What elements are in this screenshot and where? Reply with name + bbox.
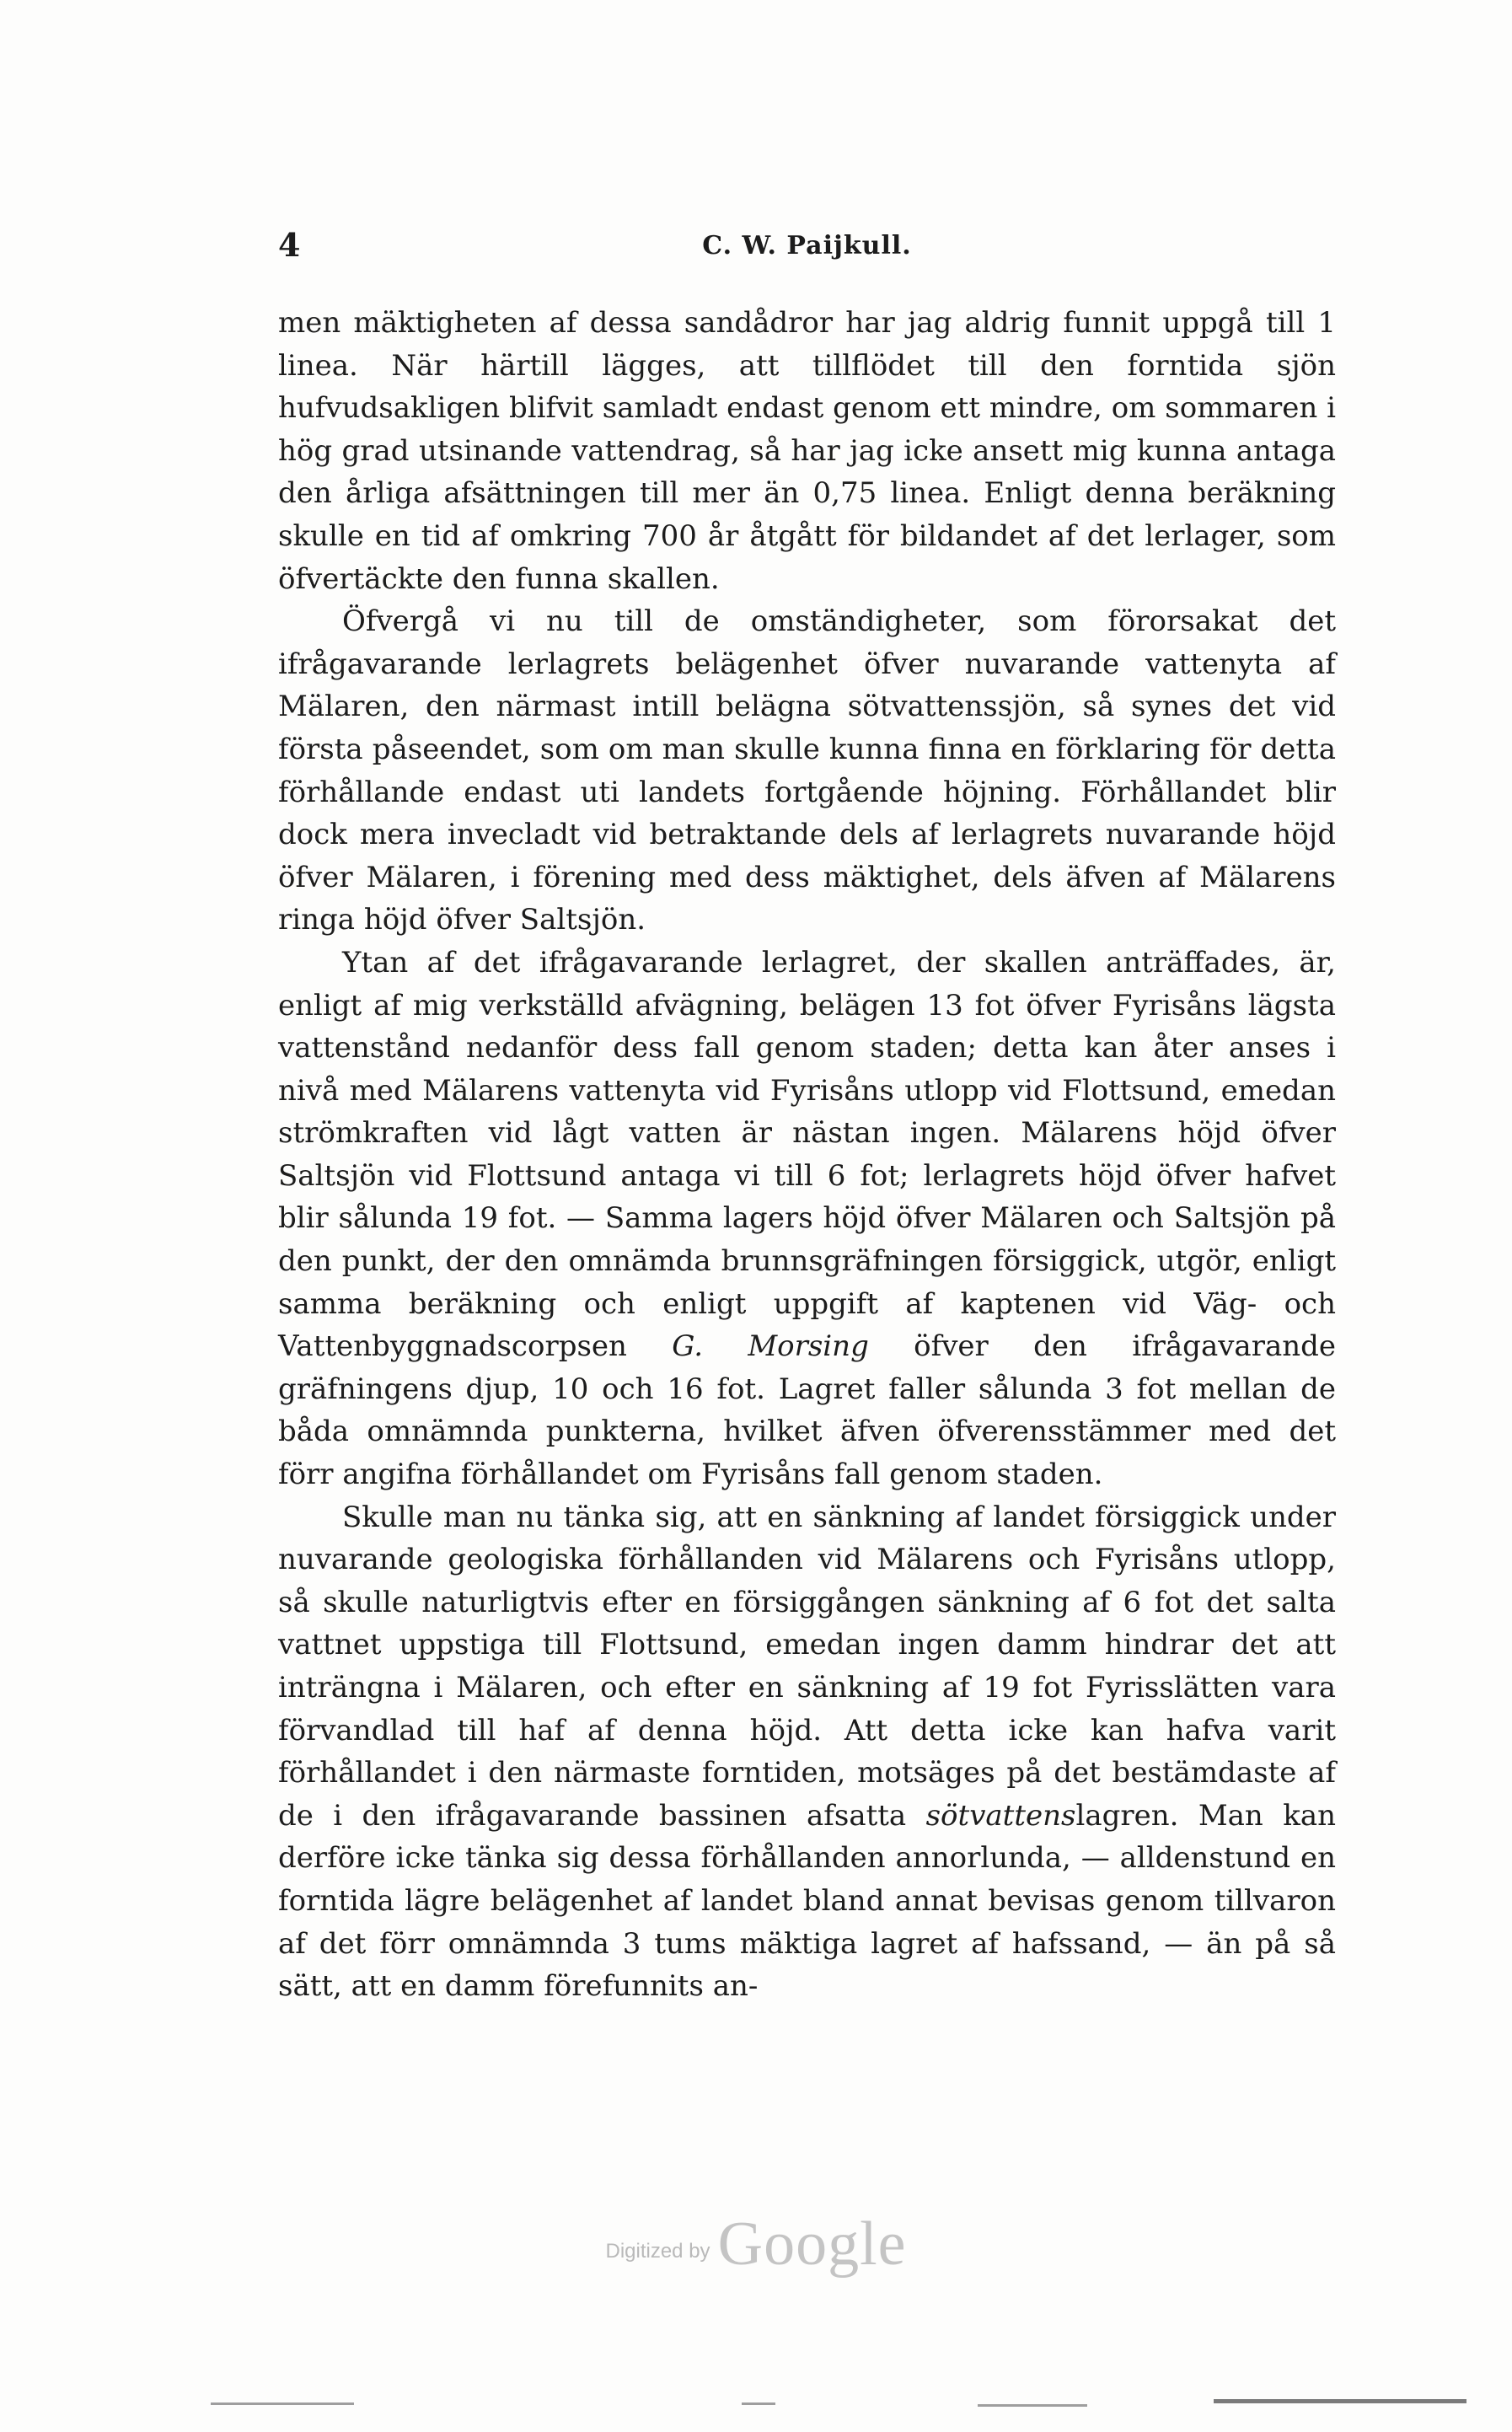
paragraph — [278, 1496, 1336, 2008]
italic-text-run: G. Morsing — [672, 1329, 869, 1364]
text-run: öfver den ifrågavarande gräfningens djup, 10 och 16 fot. Lagret faller sålunda 3 fot mellan de båda omnämnda punkterna, hvilket äfven öfverensstämmer med det förr angifna förhållandet om Fyrisåns fall genom staden. — [278, 1329, 1336, 1492]
digitized-by-label: Digitized by — [605, 2240, 710, 2263]
italic-text-run: sötvattens — [925, 1798, 1076, 1833]
text-run: Öfvergå vi nu till de omständigheter, som förorsakat det ifrågavarande lerlagrets belägenhet öfver nuvarande vattenyta af Mälaren, den närmast intill belägna sötvattenssjön, så synes det vid första påseendet, som om man skulle kunna finna en förklaring för detta förhållande endast uti landets fortgående höjning. Förhållandet blir dock mera invecladt vid betraktande dels af lerlagrets nuvarande höjd öfver Mälaren, i förening med dess mäktighet, dels äfven af Mälarens ringa höjd öfver Saltsjön. — [278, 604, 1336, 937]
text-run: men mäktigheten af dessa sandådror har jag aldrig funnit uppgå till 1 linea. När härtill lägges, att tillflödet till den forntida sjön hufvudsakligen blifvit samladt endast genom ett mindre, om sommaren i hög grad utsinande vattendrag, så har jag icke ansett mig kunna antaga den årliga afsättningen till mer än 0,75 linea. Enligt denna beräkning skulle en tid af omkring 700 år åtgått för bildandet af det lerlager, som öfvertäckte den funna skallen. — [278, 306, 1336, 596]
text-run: Skulle man nu tänka sig, att en sänkning af landet försiggick under nuvarande geologiska förhållanden vid Mälarens och Fyrisåns utlopp, så skulle naturligtvis efter en försiggången sänkning af 6 fot det salta vattnet uppstiga till Flottsund, emedan ingen damm hindrar det att inträngna i Mälaren, och efter en sänkning af 19 fot Fyrisslätten vara förvandlad till haf af denna höjd. Att detta icke kan hafva varit förhållandet i den närmaste forntiden, motsäges på det bestämdaste af de i den ifrågavarande bassinen afsatta — [278, 1500, 1336, 1833]
scan-edge-line — [978, 2404, 1087, 2407]
digitization-watermark — [0, 2209, 1512, 2280]
running-head — [278, 226, 1336, 276]
scan-edge-line — [742, 2402, 775, 2405]
body-text — [278, 302, 1336, 2008]
scan-edge-line — [1214, 2399, 1466, 2403]
scan-edge-marks — [0, 2396, 1512, 2413]
text-run: Ytan af det ifrågavarande lerlagret, der skallen anträffades, är, enligt af mig verkställd afvägning, belägen 13 fot öfver Fyrisåns lägsta vattenstånd nedanför dess fall genom staden; detta kan åter anses i nivå med Mälarens vattenyta vid Fyrisåns utlopp vid Flottsund, emedan strömkraften vid lågt vatten är nästan ingen. Mälarens höjd öfver Saltsjön vid Flottsund antaga vi till 6 fot; lerlagrets höjd öfver hafvet blir sålunda 19 fot. — Samma lagers höjd öfver Mälaren och Saltsjön på den punkt, der den omnämda brunnsgräfningen försiggick, utgör, enligt samma beräkning och enligt uppgift af kaptenen vid Väg- och Vattenbyggnadscorpsen — [278, 945, 1336, 1364]
google-logo: Google — [717, 2209, 907, 2279]
text-run: lagren. Man kan derföre icke tänka sig dessa förhållanden annorlunda, — alldenstund en forntida lägre belägenhet af landet bland annat bevisas genom tillvaron af det förr omnämnda 3 tums mäktiga lagret af hafssand, — än på så sätt, att en damm förefunnits an- — [278, 1798, 1336, 2004]
paragraph — [278, 942, 1336, 1496]
paragraph — [278, 302, 1336, 600]
paragraph — [278, 600, 1336, 942]
author-header: C. W. Paijkull. — [702, 231, 912, 260]
scan-edge-line — [211, 2402, 354, 2405]
page-number: 4 — [278, 226, 301, 264]
